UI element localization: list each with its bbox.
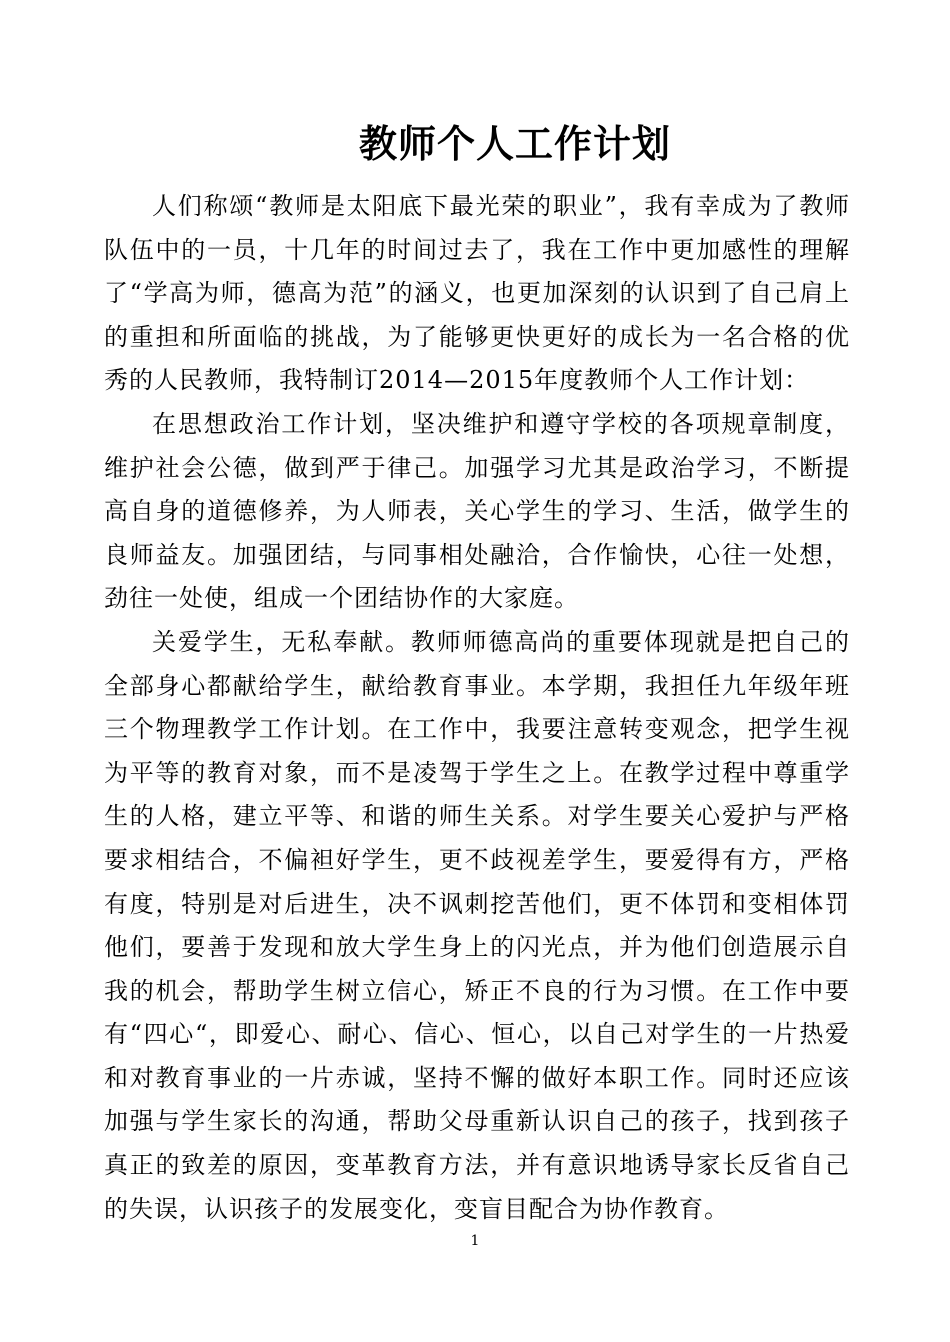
document-body xyxy=(104,185,850,1231)
paragraph-political-work: 在思想政治工作计划，坚决维护和遵守学校的各项规章制度，维护社会公德，做到严于律己。加强学习尤其是政治学习，不断提高自身的道德修养，为人师表，关心学生的学习、生活，做学生的良师益友。加强团结，与同事相处融洽，合作愉快，心往一处想，劲往一处使，组成一个团结协作的大家庭。 xyxy=(104,409,850,613)
paragraph-intro: 人们称颂“教师是太阳底下最光荣的职业”，我有幸成为了教师队伍中的一员，十几年的时间过去了，我在工作中更加感性的理解了“学高为师，德高为范”的涵义，也更加深刻的认识到了自己肩上的重担和所面临的挑战，为了能够更快更好的成长为一名合格的优秀的人民教师，我特制订2014—2015年度教师个人工作计划： xyxy=(104,192,850,395)
document-title: 教师个人工作计划 xyxy=(358,122,671,166)
paragraph-care-for-students: 关爱学生，无私奉献。教师师德高尚的重要体现就是把自己的全部身心都献给学生，献给教育事业。本学期，我担任九年级年班三个物理教学工作计划。在工作中，我要注意转变观念，把学生视为平等的教育对象，而不是凌驾于学生之上。在教学过程中尊重学生的人格，建立平等、和谐的师生关系。对学生要关心爱护与严格要求相结合，不偏袒好学生，更不歧视差学生，要爱得有方，严格有度，特别是对后进生，决不讽刺挖苦他们，更不体罚和变相体罚他们，要善于发现和放大学生身上的闪光点，并为他们创造展示自我的机会，帮助学生树立信心，矫正不良的行为习惯。在工作中要有“四心“，即爱心、耐心、信心、恒心，以自己对学生的一片热爱和对教育事业的一片赤诚，坚持不懈的做好本职工作。同时还应该加强与学生家长的沟通，帮助父母重新认识自己的孩子，找到孩子真正的致差的原因，变革教育方法，并有意识地诱导家长反省自己的失误，认识孩子的发展变化，变盲目配合为协作教育。 xyxy=(104,627,850,1223)
page-number: 1 xyxy=(470,1233,480,1249)
